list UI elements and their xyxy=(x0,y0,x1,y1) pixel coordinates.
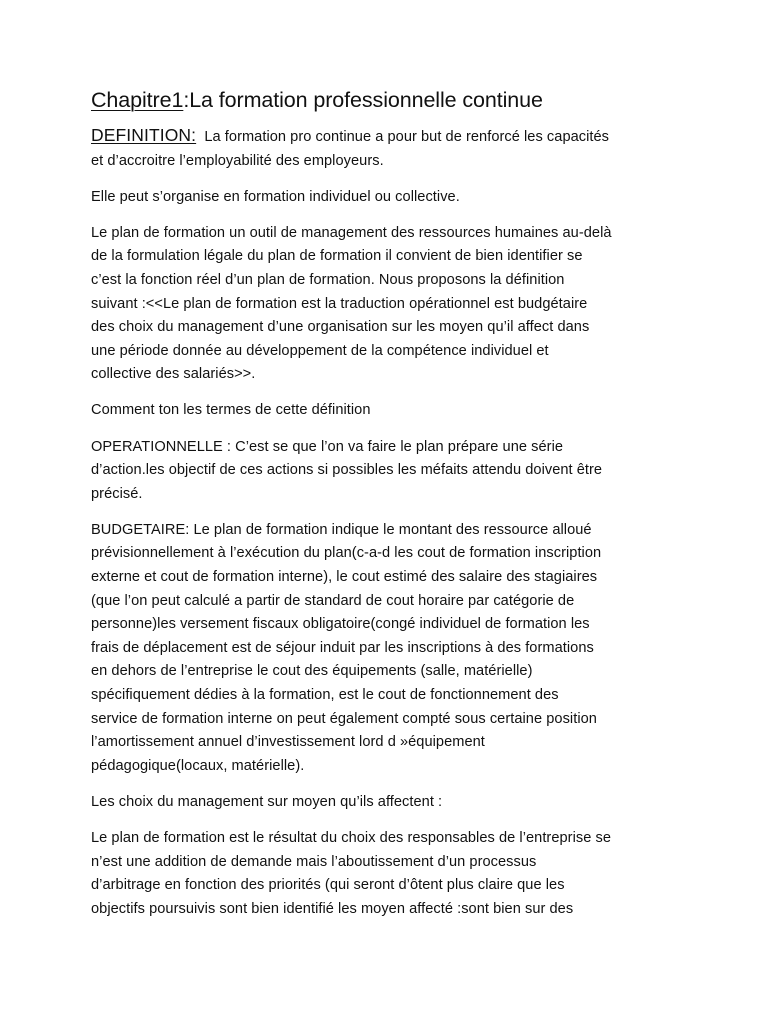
paragraph-line: précisé. xyxy=(91,485,143,502)
paragraph-line: d’arbitrage en fonction des priorités (qui seront d’ôtent plus claire que les xyxy=(91,877,565,894)
chapter-title xyxy=(91,84,691,116)
paragraph-line: d’action.les objectif de ces actions si possibles les méfaits attendu doivent être xyxy=(91,462,603,479)
paragraph-line: service de formation interne on peut également compté sous certaine position xyxy=(91,710,597,727)
paragraph-line: prévisionnellement à l’exécution du plan(c-a-d les cout de formation inscription xyxy=(91,545,602,562)
paragraph-choix-management xyxy=(91,791,691,815)
paragraph-line: objectifs poursuivis sont bien identifié les moyen affecté :sont bien sur des xyxy=(91,900,574,917)
paragraph-line: BUDGETAIRE: Le plan de formation indique le montant des ressource alloué xyxy=(91,521,592,538)
paragraph-line: Comment ton les termes de cette définition xyxy=(91,402,371,419)
paragraph-line: et d’accroitre l’employabilité des employeurs. xyxy=(91,152,384,169)
paragraph-line: OPERATIONNELLE : C’est se que l’on va faire le plan prépare une série xyxy=(91,438,564,455)
paragraph-resultat-choix xyxy=(91,827,691,921)
paragraph-line: frais de déplacement est de séjour induit par les inscriptions à des formations xyxy=(91,639,594,656)
paragraph-line: Le plan de formation un outil de management des ressources humaines au-delà xyxy=(91,224,612,241)
paragraph-line: de la formulation légale du plan de formation il convient de bien identifier se xyxy=(91,248,583,265)
paragraph-line: Les choix du management sur moyen qu’ils affectent : xyxy=(91,793,443,810)
definition-first-line xyxy=(91,124,691,150)
paragraph-operationnelle xyxy=(91,436,691,507)
paragraph-line: collective des salariés>>. xyxy=(91,366,256,383)
paragraph-line: en dehors de l’entreprise le cout des équipements (salle, matérielle) xyxy=(91,663,533,680)
document-page xyxy=(91,84,691,934)
definition-paragraph xyxy=(91,124,691,173)
paragraph-line: une période donnée au développement de la compétence individuel et xyxy=(91,342,549,359)
paragraph-line: des choix du management d’une organisation sur les moyen qu’il affect dans xyxy=(91,319,590,336)
paragraph-line: (que l’on peut calculé a partir de standard de cout horaire par catégorie de xyxy=(91,592,575,609)
paragraph-line: La formation pro continue a pour but de renforcé les capacités xyxy=(204,129,610,145)
paragraph-line: l’amortissement annuel d’investissement lord d »équipement xyxy=(91,734,485,751)
chapter-number: Chapitre1 xyxy=(91,88,184,112)
paragraph-line: Le plan de formation est le résultat du choix des responsables de l’entreprise se xyxy=(91,829,611,846)
paragraph-line: personne)les versement fiscaux obligatoire(congé individuel de formation les xyxy=(91,616,590,633)
paragraph-line: pédagogique(locaux, matérielle). xyxy=(91,757,305,774)
paragraph-line: n’est une addition de demande mais l’aboutissement d’un processus xyxy=(91,853,537,870)
paragraph-line: Elle peut s’organise en formation individuel ou collective. xyxy=(91,188,460,205)
paragraph-line: c’est la fonction réel d’un plan de formation. Nous proposons la définition xyxy=(91,271,565,288)
paragraph-terms xyxy=(91,399,691,423)
paragraph-line: suivant :<<Le plan de formation est la traduction opérationnel est budgétaire xyxy=(91,295,588,312)
paragraph-line: externe et cout de formation interne), le cout estimé des salaire des stagiaires xyxy=(91,569,598,585)
paragraph-organisation xyxy=(91,186,691,210)
paragraph-budgetaire xyxy=(91,519,691,779)
paragraph-plan-definition xyxy=(91,222,691,387)
definition-label: DEFINITION: xyxy=(91,125,197,145)
chapter-title-text: :La formation professionnelle continue xyxy=(183,88,543,112)
paragraph-line: spécifiquement dédies à la formation, est le cout de fonctionnement des xyxy=(91,686,559,703)
